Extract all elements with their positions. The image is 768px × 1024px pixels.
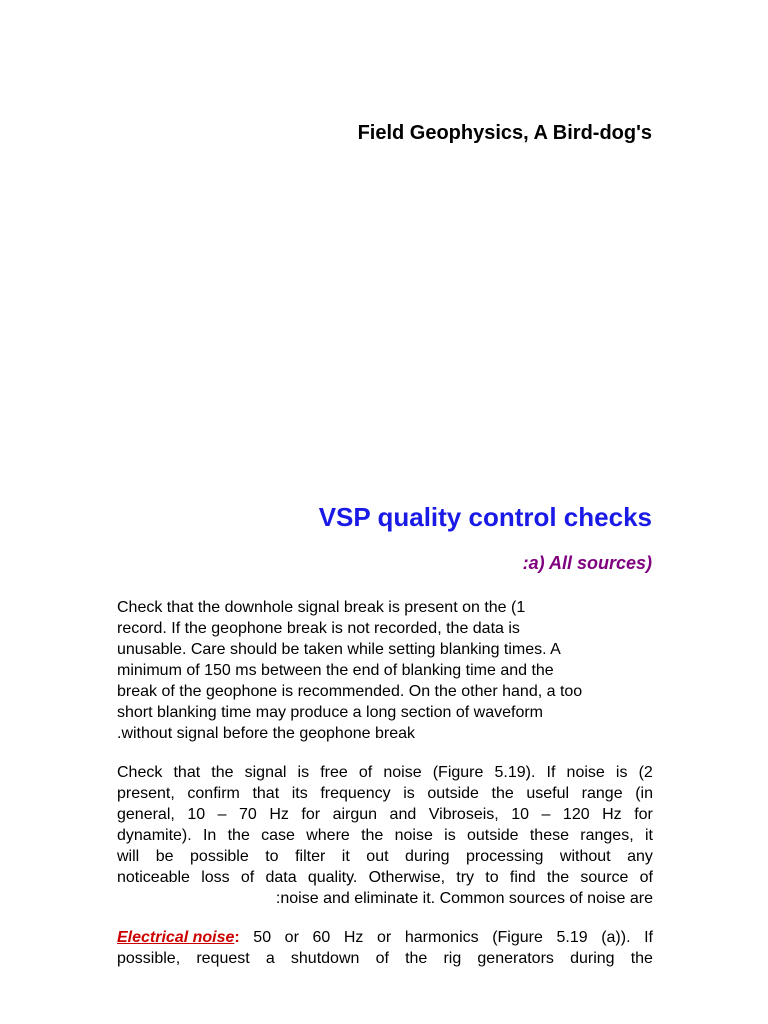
word: 50: [253, 929, 272, 946]
word: a: [265, 950, 275, 967]
word: If: [644, 929, 653, 946]
word: quality.: [307, 869, 358, 886]
word: 60: [312, 929, 331, 946]
word: noise: [394, 827, 433, 844]
word: harmonics: [404, 929, 479, 946]
word: is: [403, 785, 415, 802]
word: the: [405, 950, 428, 967]
word: or: [377, 929, 392, 946]
justified-line: [117, 846, 653, 867]
justified-line: [117, 825, 653, 846]
word: that: [173, 764, 201, 781]
word: noticeable: [117, 869, 190, 886]
word: request: [196, 950, 250, 967]
word: is: [615, 764, 628, 781]
word: general,: [117, 806, 175, 823]
paragraph-line: Check that the downhole signal break is present on the (1: [117, 599, 526, 616]
electrical-noise-term: [117, 927, 240, 948]
justified-line: [117, 948, 653, 969]
word: Hz: [343, 929, 364, 946]
word: 5.19: [556, 929, 588, 946]
word: any: [627, 848, 653, 865]
word: possible: [190, 848, 249, 865]
word: airgun: [332, 806, 378, 823]
electrical-noise-line: [117, 927, 653, 948]
word: Hz: [269, 806, 289, 823]
word: the: [211, 764, 234, 781]
word: 120: [562, 806, 590, 823]
word: noise: [566, 764, 605, 781]
paragraph-line: break of the geophone is recommended. On the other hand, a too: [117, 683, 583, 700]
word: (in: [635, 785, 653, 802]
word: source: [580, 869, 629, 886]
paragraph-signal-break: [117, 597, 653, 744]
word: –: [541, 806, 551, 823]
paragraph-line: .without signal before the geophone break: [117, 725, 415, 742]
paragraph-line: unusable. Care should be taken while setting blanking times. A: [117, 641, 561, 658]
word: processing: [466, 848, 544, 865]
word: 70: [239, 806, 257, 823]
word: it: [644, 827, 653, 844]
paragraph-line: record. If the geophone break is not recorded, the data is: [117, 620, 520, 637]
section-title: VSP quality control checks: [318, 502, 652, 532]
word: Vibroseis,: [428, 806, 499, 823]
word: the: [361, 827, 384, 844]
electrical-noise-colon: :: [234, 929, 240, 946]
paragraph-line: minimum of 150 ms between the end of blanking time and the: [117, 662, 554, 679]
word: these: [529, 827, 569, 844]
word: (2: [638, 764, 653, 781]
word: frequency: [320, 785, 391, 802]
word: 5.19).: [494, 764, 536, 781]
word: and: [389, 806, 417, 823]
word: during: [570, 950, 615, 967]
word: out: [366, 848, 389, 865]
word: (Figure: [432, 764, 484, 781]
word: outside: [427, 785, 479, 802]
word: ranges,: [580, 827, 634, 844]
paragraph-line: short blanking time may produce a long section of waveform: [117, 704, 543, 721]
word: Hz: [602, 806, 622, 823]
word: the: [630, 950, 653, 967]
word: it: [341, 848, 350, 865]
subsection-heading: :a) All sources): [522, 553, 652, 573]
justified-line: [117, 804, 653, 825]
justified-line: [117, 867, 653, 888]
word: the: [227, 827, 250, 844]
word: (a)).: [601, 929, 631, 946]
word: will: [117, 848, 140, 865]
word: signal: [244, 764, 287, 781]
word: without: [559, 848, 611, 865]
word: of: [639, 869, 653, 886]
book-title: Field Geophysics, A Bird-dog's: [357, 122, 652, 144]
word: find: [509, 869, 536, 886]
word: its: [291, 785, 308, 802]
electrical-noise-label: Electrical noise: [117, 929, 235, 946]
word: useful: [526, 785, 570, 802]
word: Check: [117, 764, 163, 781]
paragraph-noise-check: [117, 762, 653, 909]
word: data: [265, 869, 297, 886]
word: during: [405, 848, 450, 865]
word: be: [155, 848, 174, 865]
word: (Figure: [492, 929, 543, 946]
word: dynamite).: [117, 827, 192, 844]
word: loss: [201, 869, 230, 886]
word: that: [252, 785, 280, 802]
justified-line: [117, 762, 653, 783]
word: noise: [383, 764, 422, 781]
word: try: [456, 869, 475, 886]
word: rig: [443, 950, 462, 967]
word: for: [301, 806, 321, 823]
word: or: [284, 929, 299, 946]
word: 10: [511, 806, 530, 823]
word: to: [265, 848, 279, 865]
word: case: [261, 827, 295, 844]
word: outside: [466, 827, 519, 844]
word: is: [444, 827, 456, 844]
word: shutdown: [290, 950, 360, 967]
word: range: [581, 785, 623, 802]
justified-line: [117, 783, 653, 804]
word: If: [546, 764, 556, 781]
word: possible,: [117, 950, 181, 967]
paragraph-line: :noise and eliminate it. Common sources of noise are: [275, 890, 653, 907]
word: filter: [295, 848, 326, 865]
word: where: [306, 827, 350, 844]
word: In: [202, 827, 217, 844]
word: free: [320, 764, 348, 781]
word: generators: [477, 950, 554, 967]
word: is: [297, 764, 310, 781]
word: present,: [117, 785, 175, 802]
word: 10: [187, 806, 206, 823]
word: the: [491, 785, 514, 802]
word: to: [485, 869, 499, 886]
word: of: [375, 950, 389, 967]
word: confirm: [187, 785, 240, 802]
word: –: [217, 806, 227, 823]
word: of: [358, 764, 373, 781]
word: the: [546, 869, 570, 886]
word: Otherwise,: [368, 869, 446, 886]
paragraph-electrical-noise: [117, 927, 653, 969]
word: for: [634, 806, 653, 823]
word: of: [240, 869, 255, 886]
